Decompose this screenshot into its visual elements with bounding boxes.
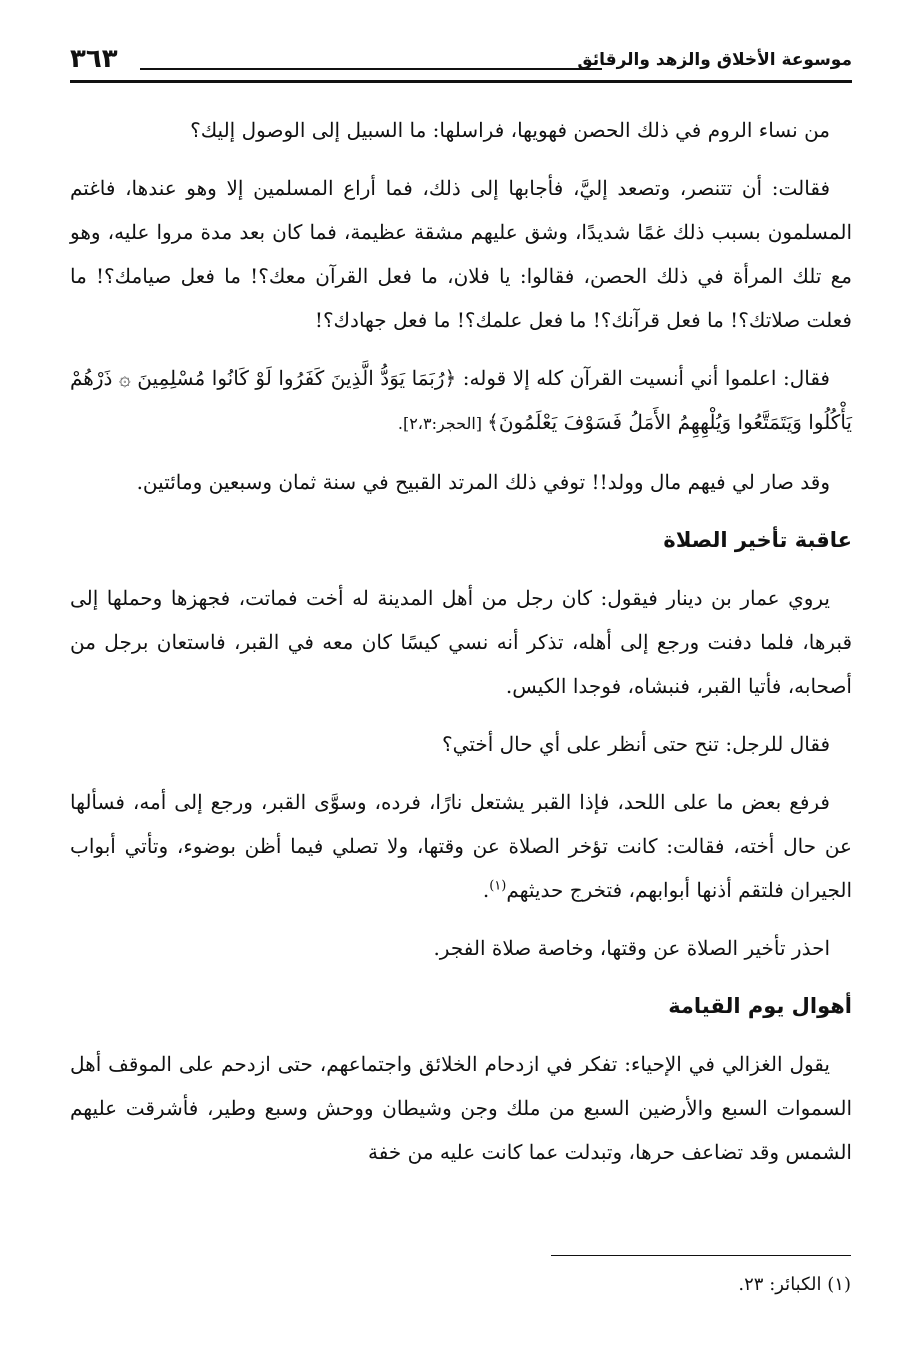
section2-paragraph: يقول الغزالي في الإحياء: تفكر في ازدحام الخلائق واجتماعهم، حتى ازدحم على الموقف أهل السموات السبع والأرضين السبع من ملك وجن وشيطان ووحش وسبع وطير، فأشرقت عليهم الشمس وقد تضاعف حرها، وتبدلت عما كانت عليه من خفة <box>70 1052 852 1164</box>
section-heading-prayer-delay: عاقبة تأخير الصلاة <box>663 528 852 552</box>
section1-paragraph-1: يروي عمار بن دينار فيقول: كان رجل من أهل المدينة له أخت فماتت، فجهزها وحملها إلى قبرها، فلما دفنت ورجع إلى أهله، تذكر أنه نسي كيسًا كان معه في القبر، فاستعان برجل من أصحابه، فأتيا القبر، فنبشاه، فوجدا الكيس. <box>70 586 852 698</box>
page-body <box>70 108 852 1188</box>
section1-paragraph-3 <box>70 780 852 912</box>
section1-paragraph-3-end: . <box>482 878 490 902</box>
footnote: (١) الكبائر: ٢٣. <box>738 1274 851 1295</box>
paragraph-2: فقالت: أن تتنصر، وتصعد إليَّ، فأجابها إلى ذلك، فما أراع المسلمين إلا وهو عندها، فاغتم المسلمون بسبب ذلك غمًا شديدًا، وشق عليهم مشقة عظيمة، فما كان بعد مدة مروا عليه، وهو مع تلك المرأة في ذلك الحصن، فقالوا: يا فلان، ما فعل القرآن معك؟! ما فعل صيامك؟! ما فعلت صلاتك؟! ما فعل قرآنك؟! ما فعل علمك؟! ما فعل جهادك؟! <box>70 176 852 332</box>
page-number: ٣٦٣ <box>70 44 118 74</box>
footnote-marker: (١) <box>489 878 507 894</box>
section-heading-resurrection: أهوال يوم القيامة <box>668 994 852 1018</box>
quran-intro: فقال: اعلموا أني أنسيت القرآن كله إلا قوله: <box>456 366 830 390</box>
header-line <box>140 68 602 70</box>
section1-paragraph-3-text: فرفع بعض ما على اللحد، فإذا القبر يشتعل نارًا، فرده، وسوَّى القبر، ورجع إلى أمه، فسألها عن حال أخته، فقالت: كانت تؤخر الصلاة عن وقتها، ولا تصلي فيما أظن بوضوء، وتأتي أبواب الجيران فلتقم أذنها أبوابهم، فتخرج حديثهم <box>70 790 852 902</box>
quran-paragraph <box>70 356 852 446</box>
quran-verse: ﴿رُبَمَا يَوَدُّ الَّذِينَ كَفَرُوا لَوْ كَانُوا مُسْلِمِينَ ۞ ذَرْهُمْ يَأْكُلُوا وَيَتَمَتَّعُوا وَيُلْهِهِمُ الأَمَلُ فَسَوْفَ يَعْلَمُونَ﴾ <box>70 366 852 434</box>
paragraph-after-quran: وقد صار لي فيهم مال وولد!! توفي ذلك المرتد القبيح في سنة ثمان وسبعين ومائتين. <box>136 470 830 494</box>
paragraph-1: من نساء الروم في ذلك الحصن فهويها، فراسلها: ما السبيل إلى الوصول إليك؟ <box>190 118 830 142</box>
header-rule <box>70 80 852 83</box>
section1-closing: احذر تأخير الصلاة عن وقتها، وخاصة صلاة الفجر. <box>433 936 830 960</box>
quran-reference: [الحجر:٢،٣]. <box>397 414 488 433</box>
book-title: موسوعة الأخلاق والزهد والرقائق <box>577 50 852 70</box>
section1-paragraph-2: فقال للرجل: تنح حتى أنظر على أي حال أختي؟ <box>442 732 830 756</box>
page-header <box>70 42 852 84</box>
footnote-divider <box>551 1255 851 1256</box>
